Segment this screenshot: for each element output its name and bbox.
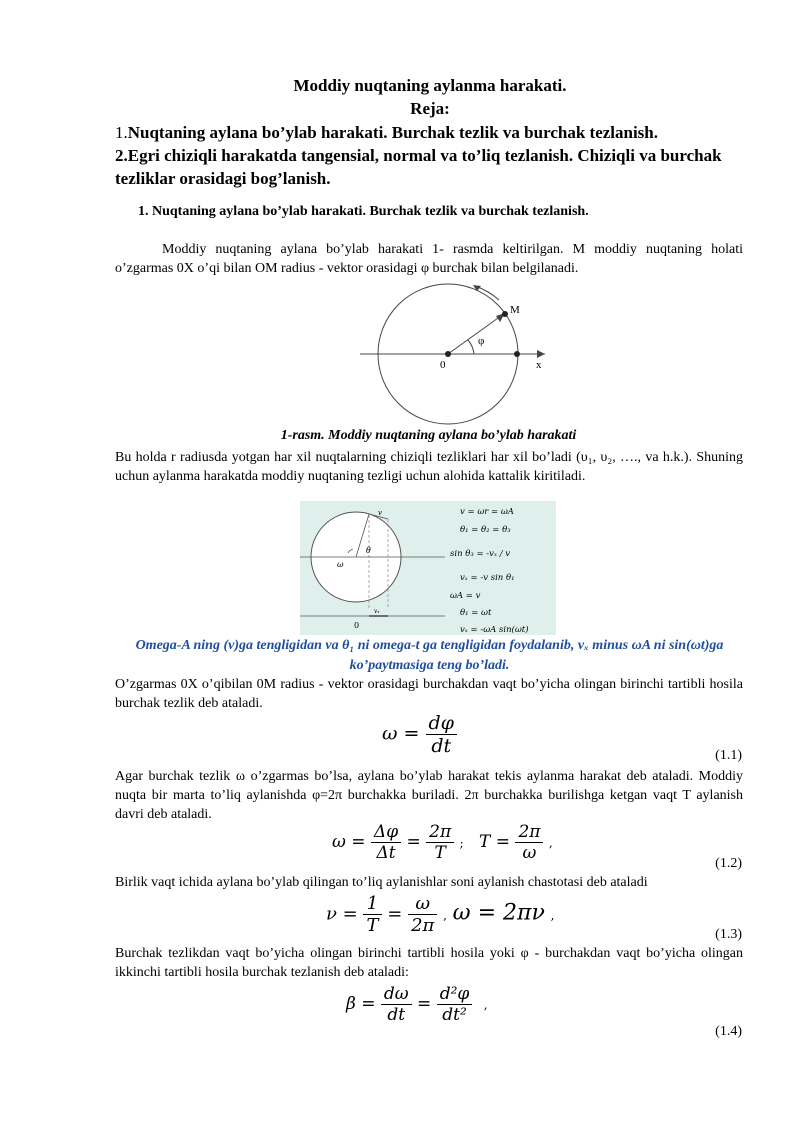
equation-number: (1.3) [715,927,742,942]
plan-list [115,121,755,190]
equation-1-1 [382,712,457,757]
denominator: T [366,915,379,936]
plan-item-number: 2. [115,146,128,165]
plan-heading: Reja: [410,99,450,118]
fraction [426,822,454,863]
label-origin: 0 [440,359,446,371]
label-m: M [510,304,520,316]
numerator: dω [381,984,412,1005]
figure-1-caption: 1-rasm. Moddiy nuqtaning aylana bo’ylab harakati [280,428,577,443]
plan-item-text: Nuqtaning aylana bo’ylab harakati. Burchak tezlik va burchak tezlanish. [127,123,659,142]
numerator: 2π [426,822,454,843]
angle-arc [468,340,474,354]
separator: , [443,908,447,923]
label-vx: vₓ [374,608,380,615]
denominator: dt² [442,1005,467,1025]
equation-number: (1.1) [715,748,742,763]
denominator: ω [522,843,537,863]
formula: θ₁ = θ₂ = θ₃ [460,525,511,535]
equation-lhs: ω = [332,832,366,852]
point-m [502,311,508,317]
figure-circle-motion [360,280,560,430]
section-heading: 1. Nuqtaning aylana bo’ylab harakati. Burchak tezlik va burchak tezlanish. [138,204,589,219]
label-origin: 0 [354,621,360,630]
fraction [363,893,381,936]
separator: , [483,998,488,1012]
plan-item-text: Egri chiziqli harakatda tangensial, normal va to’liq tezlanish. Chiziqli va burchak tezliklar orasidagi bog’lanish. [115,146,722,188]
paragraph-intro: Moddiy nuqtaning aylana bo’ylab harakati 1- rasmda keltirilgan. M moddiy nuqtaning holati o’zgarmas 0X o’qi bilan OM radius - vektor orasidagi φ burchak bilan belgilanadi. [115,242,743,276]
separator: , [550,908,555,923]
equation-number: (1.2) [715,856,742,871]
fraction [371,822,401,863]
numerator: d²φ [437,984,473,1005]
denominator: dt [387,1005,406,1025]
fraction [381,984,412,1025]
equation-lhs: ω = [382,722,420,745]
fraction [515,822,543,863]
center-point [445,351,451,357]
separator: , [548,836,553,850]
fraction [408,893,437,936]
paragraph-uniform-rotation: Agar burchak tezlik ω o’zgarmas bo’lsa, aylana bo’ylab harakat tekis aylanma harakat deb ataladi. Moddiy nuqta bir marta to’liq aylanishda φ=2π burchakka buriladi. 2π burchakka burilishga ketgan vaqt T aylanish davri deb ataladi. [115,769,743,822]
numerator: Δφ [371,822,401,843]
label-x: x [536,359,542,371]
plan-item-1 [115,121,755,144]
formula: sin θ₃ = -vₓ / v [450,549,511,559]
equation-rhs: ω = 2πν [452,900,545,926]
equation-lhs: ν = [326,903,358,925]
denominator: T [434,843,446,863]
radius-vector [448,313,505,354]
denominator: 2π [411,915,435,936]
denominator: dt [431,735,452,757]
page-title: Moddiy nuqtaning aylanma harakati. [293,76,567,95]
plan-item-number: 1. [115,123,128,142]
formula: θ₁ = ωt [460,608,492,618]
numerator: ω [408,893,437,915]
equals: = [417,994,432,1014]
numerator: dφ [426,712,457,735]
equation-lhs: β = [346,994,376,1014]
paragraph-frequency: Birlik vaqt ichida aylana bo’ylab qilingan to’liq aylanishlar soni aylanish chastotasi deb ataladi [115,875,648,890]
equals: = [406,832,421,852]
separator: ; [459,836,464,850]
equation-lhs: T = [479,832,511,852]
formula: v = ωr = ωA [460,507,514,517]
numerator: 1 [363,893,381,915]
formula: vₓ = -ωA sin(ωt) [460,625,529,635]
numerator: 2π [515,822,543,843]
axis-point [514,351,520,357]
formula: vₓ = -v sin θ₁ [460,573,515,583]
equation-1-3 [326,893,554,936]
fraction [437,984,473,1025]
equation-1-4 [346,984,488,1025]
label-omega: ω [337,560,344,569]
equation-number: (1.4) [715,1024,742,1039]
formula: ωA = v [450,591,481,601]
paragraph-angular-velocity: O’zgarmas 0X o’qibilan 0M radius - vektor orasidagi burchakdan vaqt bo’yicha olingan birinchi tartibli hosila burchak tezlik deb ataladi. [115,677,743,711]
label-phi: φ [478,335,485,347]
plan-item-2 [115,144,755,190]
denominator: Δt [376,843,396,863]
paragraph-linear-speeds: Bu holda r radiusda yotgan har xil nuqtalarning chiziqli tezliklari har xil bo’ladi (υ₁, υ₂, …., va h.k.). Shuning uchun aylanma harakatda moddiy nuqtaning tezligi uchun alohida kattalik kiritiladi. [115,450,743,484]
figure-2-caption: Omega-A ning (v)ga tengligidan va θ₁ ni omega-t ga tengligidan foydalanib, vₓ minus ωA ni sin(ωt)ga ko’paytmasiga teng bo’ladi. [135,638,724,673]
label-theta: θ [366,546,371,555]
equals: = [387,903,403,925]
paragraph-angular-acceleration: Burchak tezlikdan vaqt bo’yicha olingan birinchi tartibli hosila yoki φ - burchakdan vaqt bo’yicha olingan ikkinchi tartibli hosila burchak tezlanish deb ataladi: [115,946,743,980]
equation-1-2 [332,822,553,863]
label-v: v [378,509,382,517]
x-axis-arrow-icon [537,350,545,358]
figure-omega-diagram [300,501,556,635]
fraction [426,712,457,757]
